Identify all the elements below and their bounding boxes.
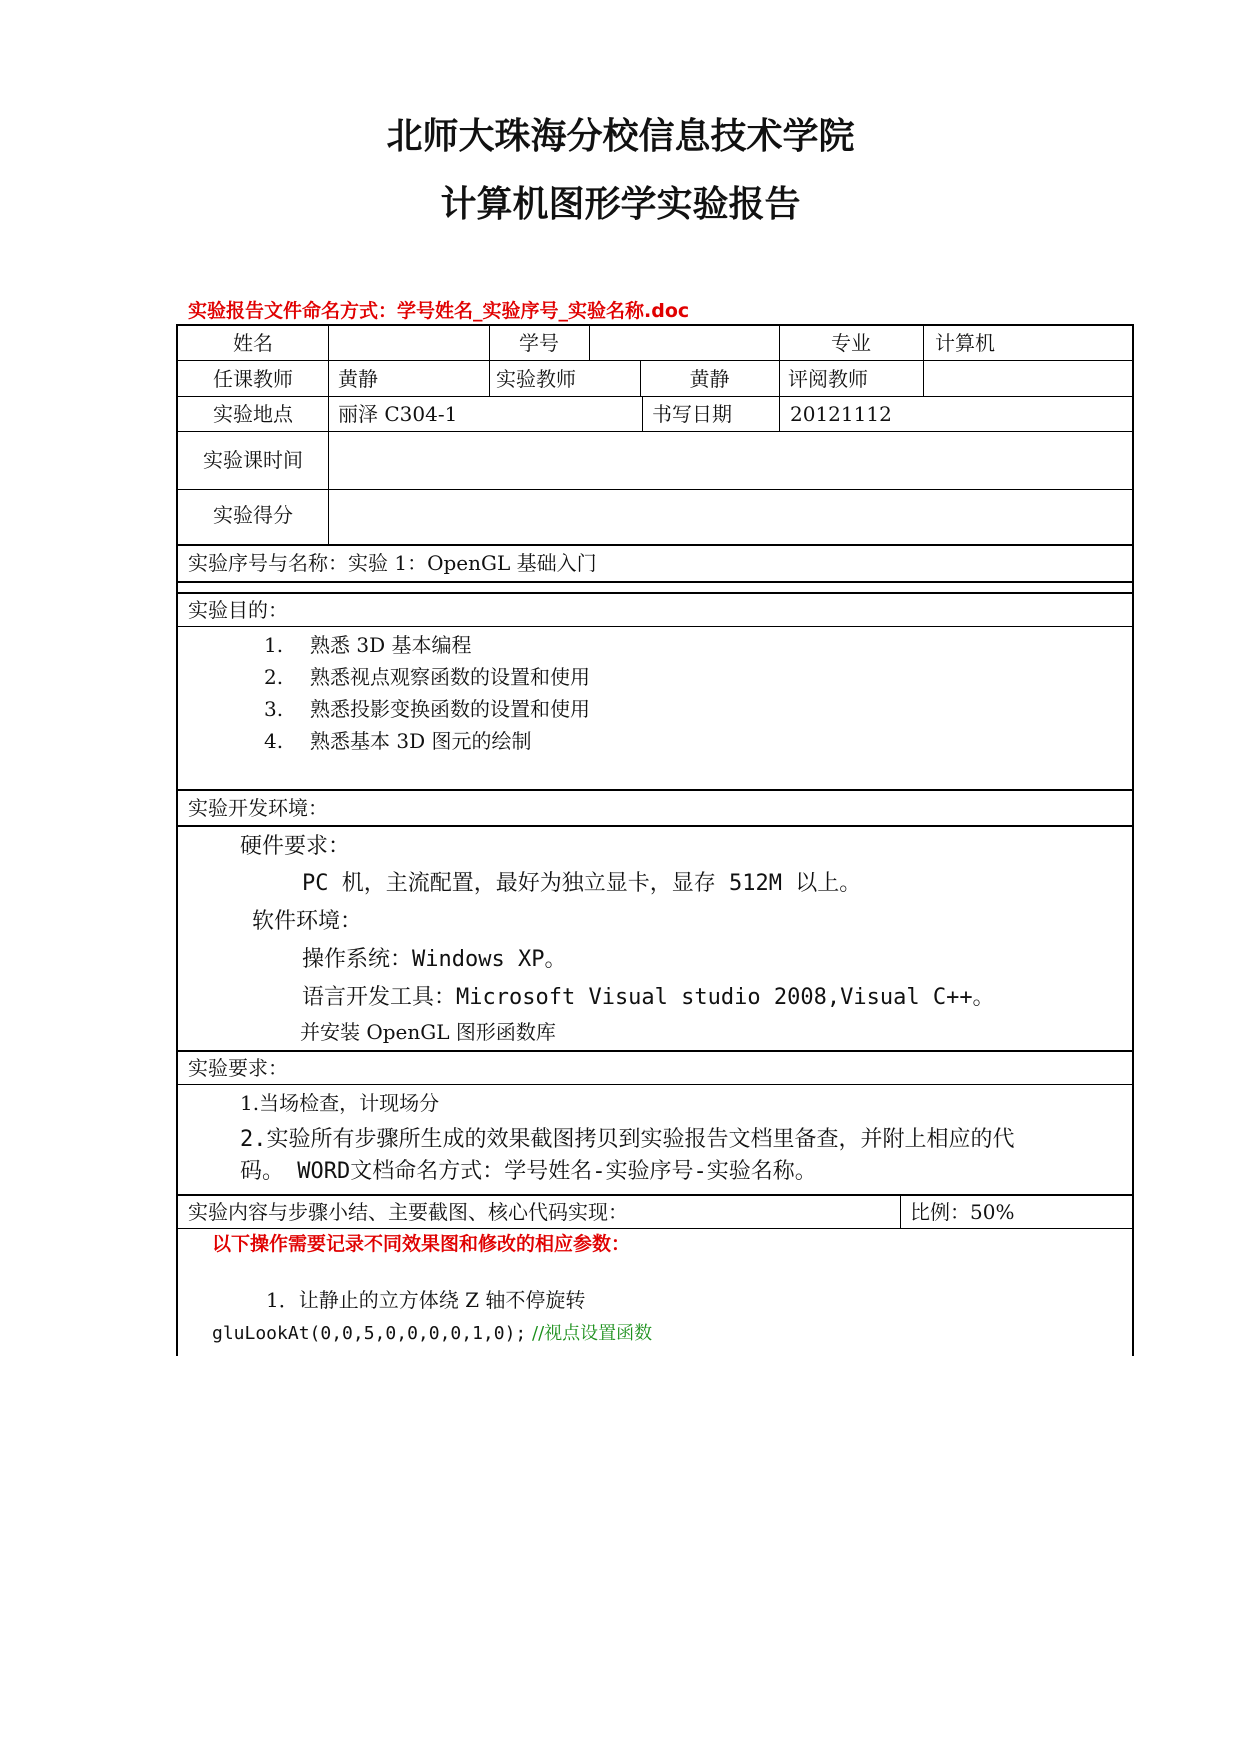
class-time-value[interactable]: [338, 448, 1118, 472]
objective-num: 1.: [264, 633, 284, 657]
content-heading: 实验内容与步骤小结、主要截图、核心代码实现：: [188, 1200, 628, 1224]
code-comment: //视点设置函数: [532, 1323, 653, 1344]
location-label: 实验地点: [213, 402, 293, 426]
requirements-heading: 实验要求：: [188, 1056, 288, 1080]
software-label: 软件环境：: [252, 909, 363, 934]
requirement-item-1: 1.当场检查，计现场分: [240, 1091, 440, 1115]
code-line: [212, 1322, 652, 1346]
location-value: 丽泽 C304-1: [338, 402, 458, 426]
naming-rule: 实验报告文件命名方式：学号姓名_实验序号_实验名称.doc: [188, 300, 690, 322]
name-label: 姓名: [233, 331, 273, 355]
os-text: 操作系统：Windows XP。: [302, 947, 567, 972]
ratio-value: 比例：50%: [910, 1200, 1015, 1224]
report-form: [176, 324, 1134, 1356]
objective-num: 3.: [264, 697, 284, 721]
major-label: 专业: [831, 331, 871, 355]
step-1: 1．让静止的立方体绕 Z 轴不停旋转: [266, 1288, 586, 1312]
requirement-item-2-line2: 码。 WORD文档命名方式：学号姓名-实验序号-实验名称。: [240, 1159, 817, 1184]
student-id-label: 学号: [519, 331, 559, 355]
objective-item: 熟悉 3D 基本编程: [310, 633, 472, 657]
title-line1: 北师大珠海分校信息技术学院: [386, 116, 855, 157]
major-value: 计算机: [935, 331, 995, 355]
code-text: gluLookAt(0,0,5,0,0,0,0,1,0);: [212, 1323, 527, 1344]
score-value[interactable]: [338, 503, 1118, 527]
teacher-value: 黄静: [338, 367, 378, 391]
reviewer-label: 评阅教师: [788, 367, 868, 391]
lab-teacher-label: 实验教师: [496, 367, 576, 391]
objectives-heading: 实验目的：: [188, 598, 288, 622]
hardware-label: 硬件要求：: [240, 834, 351, 859]
objective-item: 熟悉基本 3D 图元的绘制: [310, 729, 532, 753]
objective-num: 4.: [264, 729, 284, 753]
date-label: 书写日期: [652, 402, 732, 426]
tools-text: 语言开发工具：Microsoft Visual studio 2008,Visual C++。: [302, 985, 995, 1010]
lab-teacher-value: 黄静: [689, 367, 730, 391]
title-line2: 计算机图形学实验报告: [440, 184, 801, 225]
score-label: 实验得分: [213, 503, 293, 527]
experiment-title: 实验序号与名称：实验 1：OpenGL 基础入门: [188, 551, 597, 575]
objective-num: 2.: [264, 665, 284, 689]
red-note: 以下操作需要记录不同效果图和修改的相应参数：: [212, 1233, 631, 1255]
class-time-label: 实验课时间: [203, 448, 303, 472]
environment-heading: 实验开发环境：: [188, 796, 328, 820]
hardware-text: PC 机，主流配置，最好为独立显卡，显存 512M 以上。: [302, 871, 862, 896]
objective-item: 熟悉投影变换函数的设置和使用: [310, 697, 590, 721]
teacher-label: 任课教师: [213, 367, 293, 391]
objective-item: 熟悉视点观察函数的设置和使用: [310, 665, 590, 689]
date-value: 20121112: [790, 402, 892, 426]
library-text: 并安装 OpenGL 图形函数库: [300, 1020, 556, 1044]
requirement-item-2-line1: 2.实验所有步骤所生成的效果截图拷贝到实验报告文档里备查，并附上相应的代: [240, 1127, 1015, 1152]
